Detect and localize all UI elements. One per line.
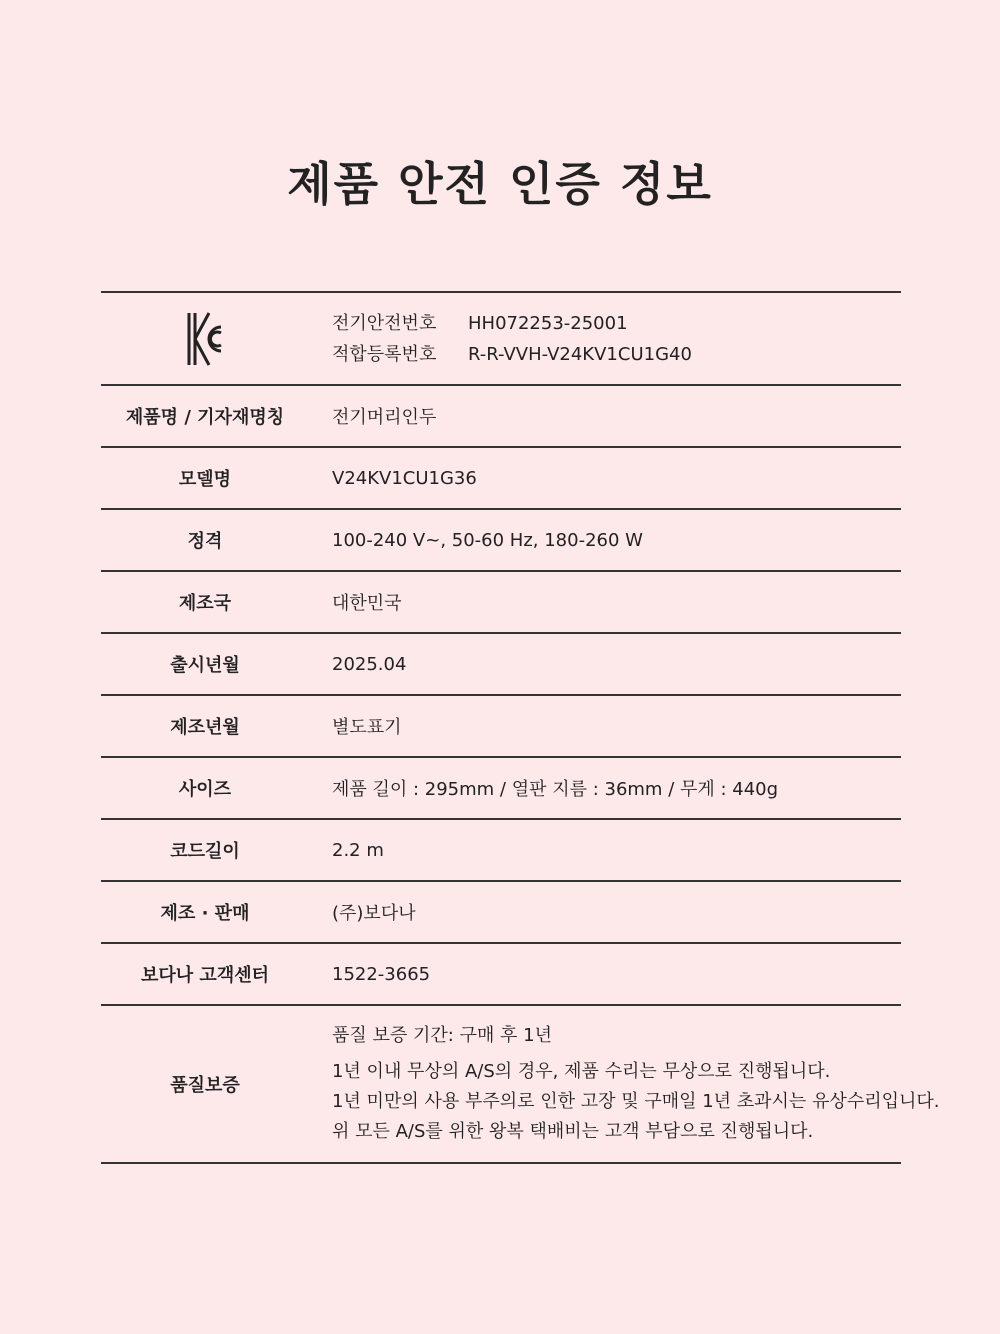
cert-value: R-R-VVH-V24KV1CU1G40: [468, 343, 692, 365]
kc-cert-info: [309, 308, 692, 370]
row-label: 출시년월: [170, 655, 240, 676]
row-label: 모델명: [178, 469, 232, 490]
warranty-row: [101, 1006, 940, 1164]
row-label: 제조년월: [170, 717, 240, 738]
warranty-line: 1년 이내 무상의 A/S의 경우, 제품 수리는 무상으로 진행됩니다.: [332, 1061, 831, 1082]
table-row: [101, 696, 901, 758]
table-row: [101, 882, 901, 944]
row-value: (주)보다나: [332, 903, 416, 924]
row-label: 품질보증: [170, 1075, 240, 1096]
cert-key: 적합등록번호: [332, 343, 437, 365]
table-row: [101, 758, 901, 820]
row-value: 대한민국: [332, 593, 402, 614]
cert-line-registration: [332, 339, 692, 370]
row-label: 보다나 고객센터: [141, 965, 269, 986]
warranty-details: [309, 1021, 939, 1147]
cert-line-electric: [332, 308, 692, 339]
table-row: [101, 386, 901, 448]
cert-value: HH072253-25001: [468, 312, 628, 334]
warranty-line: 1년 미만의 사용 부주의로 인한 고장 및 구매일 1년 초과시는 유상수리입니다.: [332, 1091, 940, 1112]
row-label: 코드길이: [170, 841, 240, 862]
row-value: 1522-3665: [332, 963, 431, 985]
info-table: [101, 291, 940, 1164]
row-value: V24KV1CU1G36: [332, 467, 477, 489]
table-row: [101, 572, 901, 634]
table-row: [101, 634, 901, 696]
row-value: 전기머리인두: [332, 407, 437, 428]
row-label: 제품명 / 기자재명칭: [125, 407, 285, 428]
cert-key: 전기안전번호: [332, 312, 437, 334]
table-row: [101, 820, 901, 882]
warranty-period: 품질 보증 기간: 구매 후 1년: [332, 1025, 553, 1046]
row-value: 2.2 m: [332, 839, 384, 861]
table-row: [101, 510, 901, 572]
warranty-line: 위 모든 A/S를 위한 왕복 택배비는 고객 부담으로 진행됩니다.: [332, 1121, 814, 1142]
row-value: 제품 길이 : 295mm / 열판 지름 : 36mm / 무게 : 440g: [332, 779, 779, 800]
kc-mark-icon: [101, 309, 309, 369]
row-value: 2025.04: [332, 653, 407, 675]
row-label: 제조국: [178, 593, 232, 614]
table-row: [101, 448, 901, 510]
row-label: 사이즈: [178, 779, 232, 800]
row-label: 정격: [187, 531, 223, 552]
row-label: 제조 · 판매: [160, 903, 250, 924]
kc-row: [101, 293, 901, 386]
row-value: 별도표기: [332, 717, 402, 738]
row-value: 100-240 V~, 50-60 Hz, 180-260 W: [332, 529, 643, 551]
page-title: 제품 안전 인증 정보: [287, 157, 713, 211]
table-row: [101, 944, 901, 1006]
